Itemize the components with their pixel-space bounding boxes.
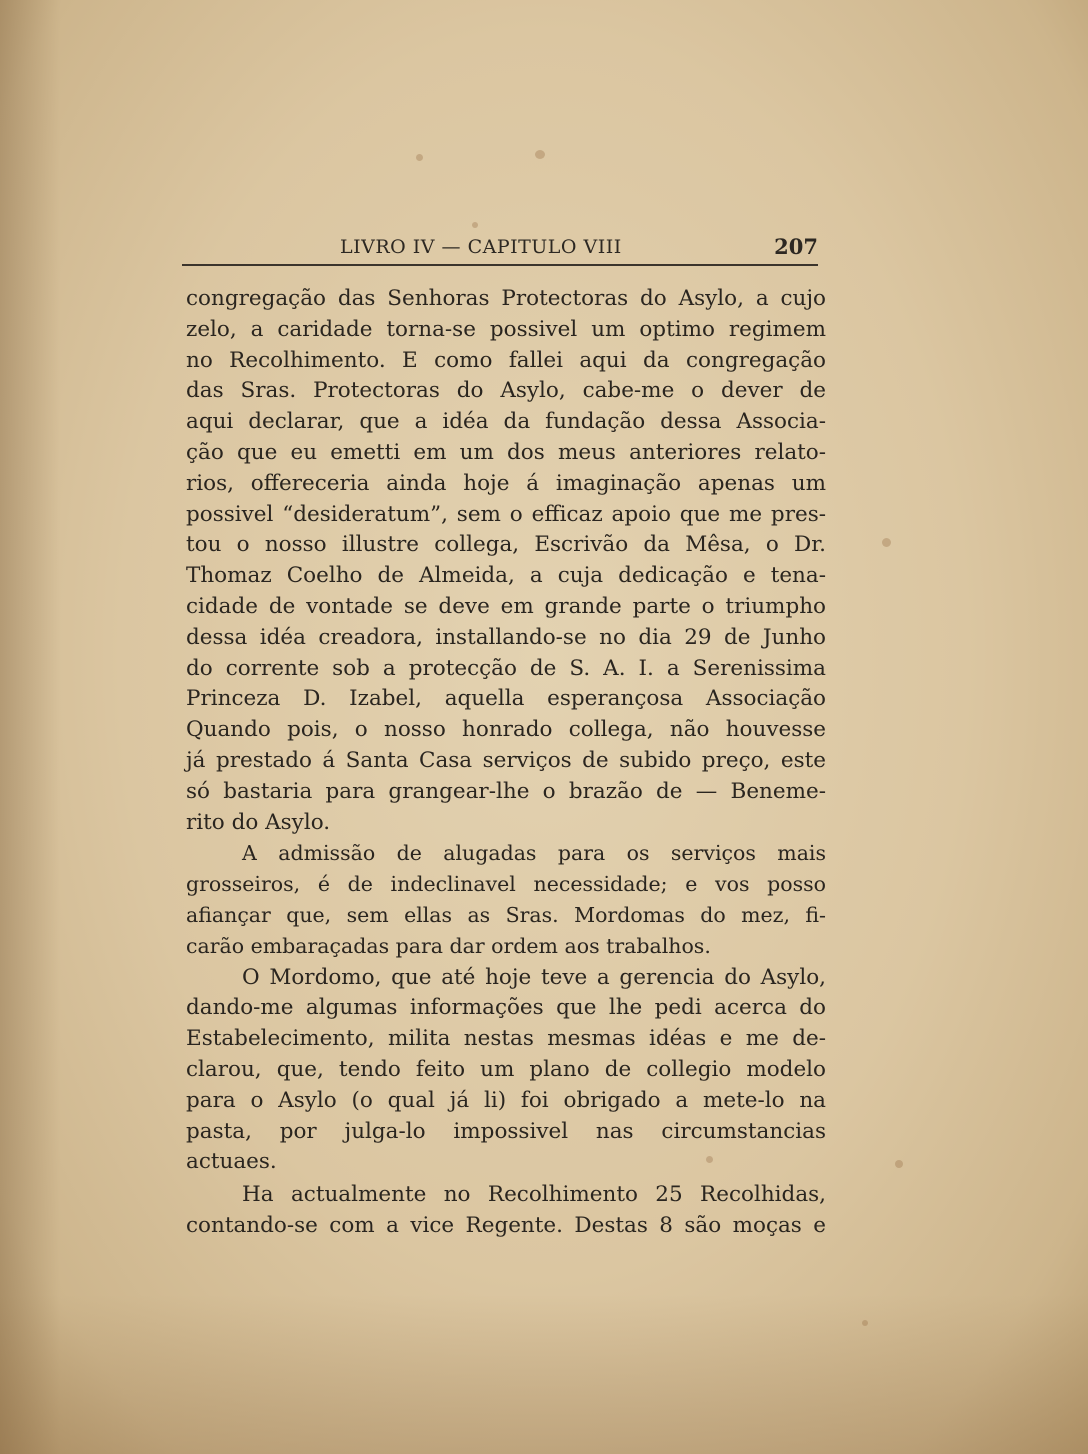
running-head bbox=[182, 234, 818, 266]
text-line: Quando pois, o nosso honrado collega, não houvesse bbox=[186, 717, 826, 743]
text-line: já prestado á Santa Casa serviços de subido preço, este bbox=[186, 747, 826, 773]
text-line: actuaes. bbox=[186, 1149, 277, 1175]
stain-mark bbox=[895, 1160, 903, 1168]
text-line: A admissão de alugadas para os serviços mais bbox=[242, 841, 826, 866]
text-line: carão embaraçadas para dar ordem aos trabalhos. bbox=[186, 933, 711, 958]
text-line: do corrente sob a protecção de S. A. I. a Serenissima bbox=[186, 655, 826, 681]
text-line: Estabelecimento, milita nestas mesmas idéas e me de- bbox=[186, 1026, 826, 1052]
running-title: LIVRO IV — CAPITULO VIII bbox=[340, 236, 622, 258]
stain-mark bbox=[535, 150, 545, 159]
paragraph bbox=[186, 1180, 826, 1242]
text-line: Ha actualmente no Recolhimento 25 Recolhidas, bbox=[242, 1182, 826, 1208]
text-line: zelo, a caridade torna-se possivel um optimo regimem bbox=[186, 316, 826, 342]
text-line: tou o nosso illustre collega, Escrivão da Mêsa, o Dr. bbox=[186, 532, 826, 558]
text-line: afiançar que, sem ellas as Sras. Mordomas do mez, fi- bbox=[186, 902, 826, 927]
page-number: 207 bbox=[774, 234, 818, 259]
text-line: O Mordomo, que até hoje teve a gerencia do Asylo, bbox=[242, 964, 826, 990]
text-line: dessa idéa creadora, installando-se no dia 29 de Junho bbox=[186, 624, 826, 650]
text-line: dando-me algumas informações que lhe pedi acerca do bbox=[186, 995, 826, 1021]
text-line: das Sras. Protectoras do Asylo, cabe-me o dever de bbox=[186, 378, 826, 404]
text-line: rito do Asylo. bbox=[186, 809, 331, 835]
text-line: clarou, que, tendo feito um plano de collegio modelo bbox=[186, 1056, 826, 1082]
paragraph bbox=[186, 838, 826, 961]
text-line: pasta, por julga-lo impossivel nas circumstancias bbox=[186, 1118, 826, 1144]
text-line: Princeza D. Izabel, aquella esperançosa Associação bbox=[186, 686, 826, 712]
text-line: aqui declarar, que a idéa da fundação dessa Associa- bbox=[186, 409, 826, 435]
spine-shadow bbox=[0, 0, 60, 1454]
text-line: grosseiros, é de indeclinavel necessidade; e vos posso bbox=[186, 872, 826, 897]
bottom-shadow bbox=[0, 1294, 1088, 1454]
text-line: rios, offereceria ainda hoje á imaginação apenas um bbox=[186, 470, 826, 496]
text-line: ção que eu emetti em um dos meus anteriores relato- bbox=[186, 439, 826, 465]
text-line: contando-se com a vice Regente. Destas 8 são moças e bbox=[186, 1212, 826, 1238]
text-line: Thomaz Coelho de Almeida, a cuja dedicação e tena- bbox=[186, 563, 826, 589]
text-line: congregação das Senhoras Protectoras do Asylo, a cujo bbox=[186, 286, 826, 311]
stain-mark bbox=[862, 1320, 868, 1326]
stain-mark bbox=[882, 538, 891, 547]
paragraph bbox=[186, 284, 826, 838]
body-text bbox=[186, 284, 826, 1242]
text-line: para o Asylo (o qual já li) foi obrigado a mete-lo na bbox=[186, 1087, 826, 1113]
text-line: cidade de vontade se deve em grande parte o triumpho bbox=[186, 593, 826, 619]
stain-mark bbox=[416, 154, 423, 161]
text-line: só bastaria para grangear-lhe o brazão de — Beneme- bbox=[186, 778, 826, 804]
paragraph bbox=[186, 963, 826, 1179]
text-line: possivel “desideratum”, sem o efficaz apoio que me pres- bbox=[186, 501, 826, 527]
stain-mark bbox=[472, 222, 478, 228]
text-line: no Recolhimento. E como fallei aqui da congregação bbox=[186, 347, 826, 373]
